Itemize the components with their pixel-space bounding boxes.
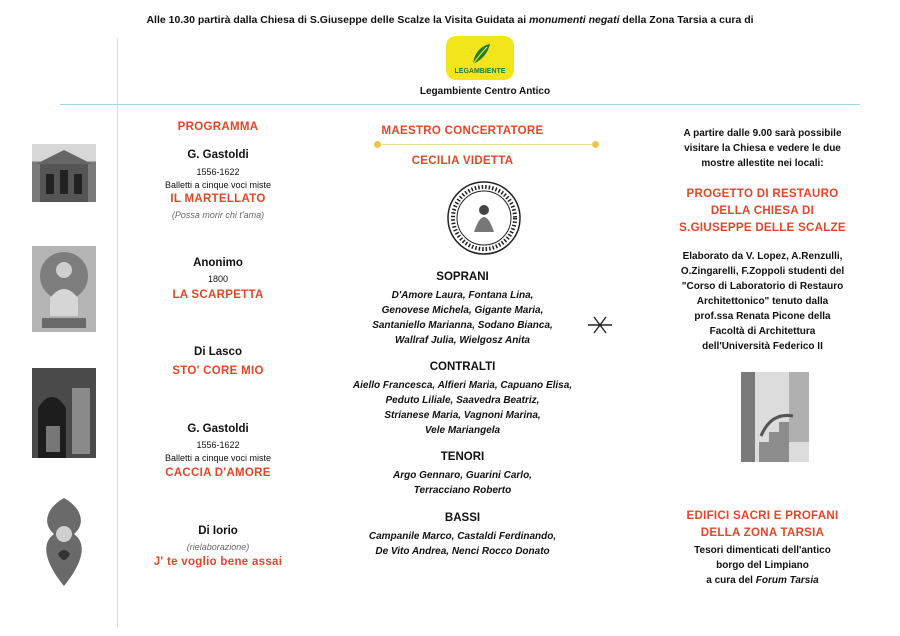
desc-line: dell'Università Federico II <box>702 341 823 352</box>
divider-dot-right <box>592 141 599 148</box>
church-facade-graphic <box>32 144 96 202</box>
piece-years: 1556-1622 <box>196 167 240 177</box>
divider-dot-left <box>374 141 381 148</box>
desc-line: Elaborato da V. Lopez, A.Renzulli, <box>682 251 843 262</box>
piece-composer: G. Gastoldi <box>187 423 249 435</box>
desc-line: O.Zingarelli, F.Zoppoli studenti del <box>680 266 845 277</box>
member-line: Genovese Michela, Gigante Maria, <box>381 305 544 316</box>
member-line: Strianese Maria, Vagnoni Marina, <box>384 410 541 421</box>
desc-line: Facoltà di Architettura <box>709 326 816 337</box>
section-tenori: TENORI <box>440 451 485 463</box>
piece-note: Balletti a cinque voci miste <box>164 453 272 463</box>
section-soprani: SOPRANI <box>436 271 489 283</box>
piece-composer: Di Lasco <box>194 346 242 358</box>
soprani-members <box>345 288 580 348</box>
contralti-members <box>345 378 580 438</box>
ornament-graphic <box>32 494 96 590</box>
exhibit1-title-line: DELLA CHIESA DI <box>710 205 815 217</box>
section-contralti: CONTRALTI <box>429 361 496 373</box>
tenori-members <box>345 468 580 498</box>
piece-note: Balletti a cinque voci miste <box>164 180 272 190</box>
piece-subtitle: (Possa morir chi t'ama) <box>171 210 265 220</box>
piece-composer: Di Iorio <box>198 525 238 537</box>
cloister-photo <box>32 368 96 458</box>
university-seal <box>446 180 522 261</box>
handwritten-asterisk <box>586 314 614 341</box>
credit-prefix: a cura del <box>706 575 756 586</box>
member-line: Vele Mariangela <box>424 425 501 436</box>
piece-composer: Anonimo <box>193 257 243 269</box>
legambiente-logo <box>446 36 514 80</box>
exhibit2-description <box>655 543 870 588</box>
member-line: Santaniello Marianna, Sodano Bianca, <box>372 320 553 331</box>
org-name: Legambiente Centro Antico <box>419 86 551 97</box>
leaf-icon <box>470 42 492 66</box>
member-line: Campanile Marco, Castaldi Ferdinando, <box>368 531 557 542</box>
member-line: De Vito Andrea, Nenci Rocco Donato <box>375 546 550 557</box>
desc-line: Architettonico" tenuto dalla <box>696 296 829 307</box>
program-title: PROGRAMMA <box>177 121 259 133</box>
visit-intro <box>655 126 870 171</box>
piece-composer: G. Gastoldi <box>187 149 249 161</box>
horizontal-divider <box>60 104 860 105</box>
intro-line: visitare la Chiesa e vedere le due <box>684 143 841 154</box>
credit-name: Forum Tarsia <box>755 575 819 586</box>
intro-line <box>0 14 900 26</box>
intro-line: A partire dalle 9.00 sarà possibile <box>683 128 842 139</box>
statue-photo <box>32 246 96 332</box>
piece-years: 1800 <box>207 274 229 284</box>
exhibit2-title <box>655 508 870 542</box>
piece-title: J' te voglio bene assai <box>153 556 283 568</box>
desc-line: "Corso di Laboratorio di Restauro <box>681 281 844 292</box>
exhibit2-title-line: DELLA ZONA TARSIA <box>700 527 825 539</box>
statue-graphic <box>32 246 96 332</box>
section-bassi: BASSI <box>444 512 481 524</box>
member-line: Terracciano Roberto <box>413 485 512 496</box>
bassi-members <box>345 529 580 559</box>
desc-line: prof.ssa Renata Picone della <box>694 311 831 322</box>
exhibit1-description <box>655 249 870 354</box>
desc-line: Tesori dimenticati dell'antico <box>694 545 831 556</box>
piece-years: 1556-1622 <box>196 440 240 450</box>
exhibit2-credit <box>655 573 870 588</box>
exhibit1-title <box>655 186 870 237</box>
piece-title: IL MARTELLATO <box>170 193 266 205</box>
intro-text: Alle 10.30 partirà dalla Chiesa di S.Giuseppe delle Scalze la Visita Guidata ai <box>146 14 530 26</box>
conductor-divider <box>378 144 596 145</box>
member-line: D'Amore Laura, Fontana Lina, <box>391 290 534 301</box>
conductor-name: CECILIA VIDETTA <box>411 155 514 167</box>
staircase-graphic <box>741 372 809 462</box>
member-line: Argo Gennaro, Guarini Carlo, <box>393 470 532 481</box>
desc-line: borgo del Limpiano <box>716 560 809 571</box>
piece-title: CACCIA D'AMORE <box>165 467 271 479</box>
member-line: Aiello Francesca, Alfieri Maria, Capuano Elisa, <box>352 380 573 391</box>
seal-icon <box>446 180 522 256</box>
exhibit2-title-line: EDIFICI SACRI E PROFANI <box>686 510 839 522</box>
piece-title: LA SCARPETTA <box>172 289 264 301</box>
ornament-photo <box>32 494 96 590</box>
piece-subtitle: (rielaborazione) <box>186 542 250 552</box>
member-line: Peduto Liliale, Saavedra Beatriz, <box>385 395 540 406</box>
church-facade-photo <box>32 144 96 202</box>
staircase-photo <box>741 372 809 462</box>
cloister-graphic <box>32 368 96 458</box>
logo-text: LEGAMBIENTE <box>454 68 506 75</box>
piece-title: STO' CORE MIO <box>172 365 264 377</box>
intro-emphasis: monumenti negati <box>529 14 620 26</box>
conductor-role: MAESTRO CONCERTATORE <box>381 125 544 137</box>
intro-text-end: della Zona Tarsia a cura di <box>619 14 754 26</box>
exhibit1-title-line: PROGETTO DI RESTAURO <box>686 188 839 200</box>
exhibit1-title-line: S.GIUSEPPE DELLE SCALZE <box>679 222 846 234</box>
asterisk-mark <box>586 314 614 336</box>
member-line: Wallraf Julia, Wielgosz Anita <box>395 335 530 346</box>
intro-line: mostre allestite nei locali: <box>701 158 824 169</box>
